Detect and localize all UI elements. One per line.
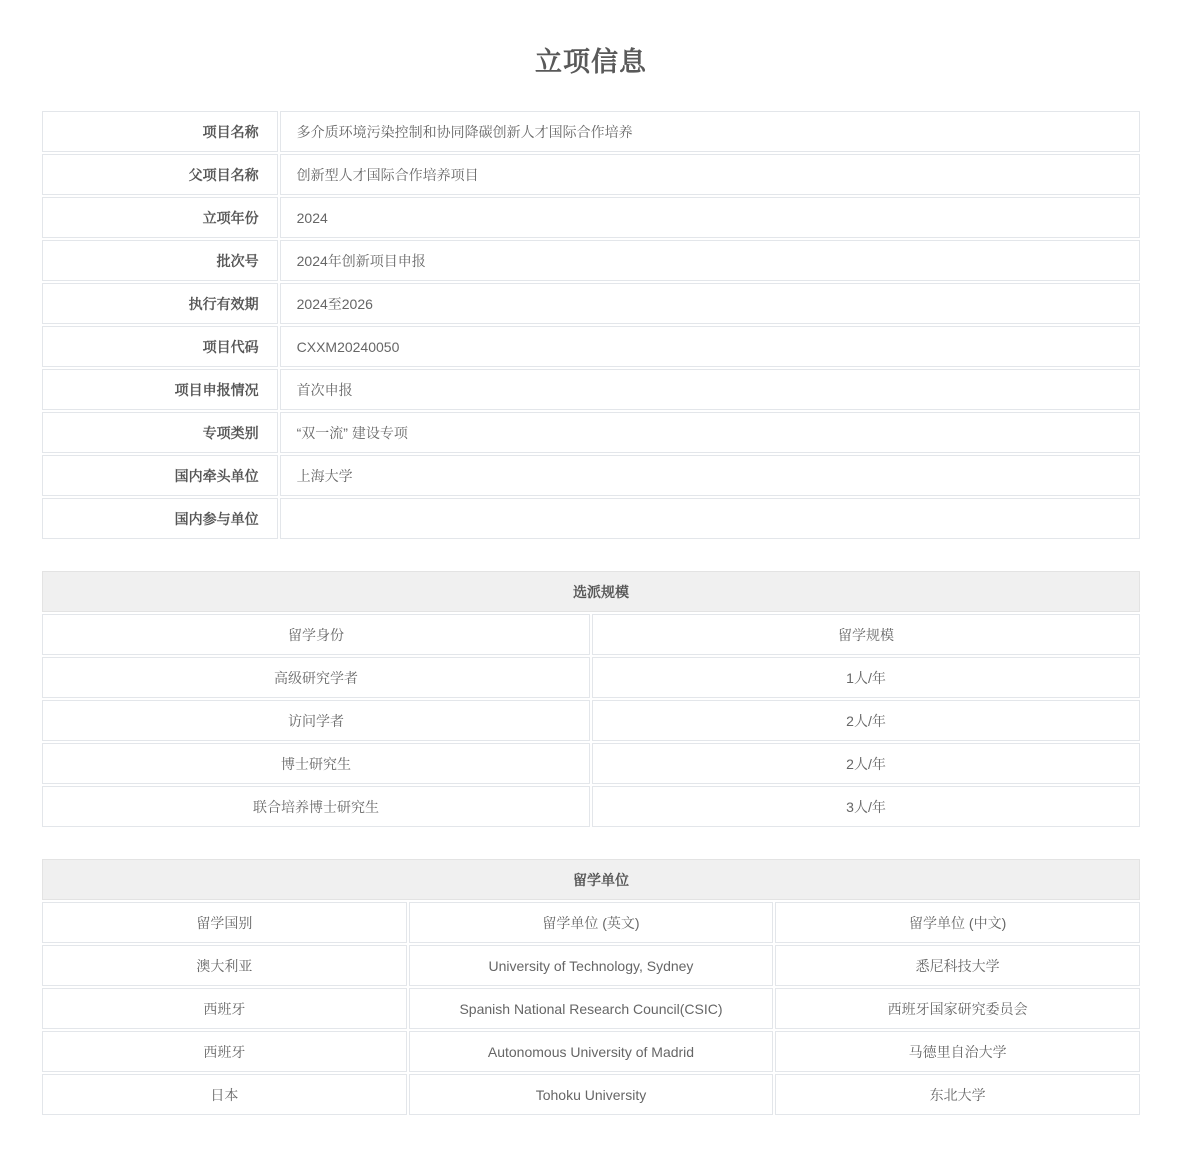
info-label: 项目代码 (42, 326, 278, 367)
table-row (42, 1074, 1140, 1115)
unit-name-en: Autonomous University of Madrid (409, 1031, 774, 1072)
scale-quota: 2人/年 (592, 700, 1140, 741)
scale-identity: 博士研究生 (42, 743, 590, 784)
unit-name-zh: 马德里自治大学 (775, 1031, 1140, 1072)
column-header: 留学国别 (42, 902, 407, 943)
table-row (42, 283, 1140, 324)
info-value: “双一流” 建设专项 (280, 412, 1140, 453)
study-units-section (40, 857, 1142, 1117)
table-row (42, 455, 1140, 496)
selection-scale-table (40, 569, 1142, 829)
project-info-table (40, 109, 1142, 541)
info-label: 国内牵头单位 (42, 455, 278, 496)
table-row (42, 111, 1140, 152)
info-value: 2024 (280, 197, 1140, 238)
section-header-row (42, 571, 1140, 612)
unit-name-zh: 东北大学 (775, 1074, 1140, 1115)
column-header: 留学规模 (592, 614, 1140, 655)
scale-identity: 联合培养博士研究生 (42, 786, 590, 827)
scale-quota: 2人/年 (592, 743, 1140, 784)
info-value (280, 498, 1140, 539)
unit-name-zh: 西班牙国家研究委员会 (775, 988, 1140, 1029)
table-row (42, 700, 1140, 741)
table-row (42, 945, 1140, 986)
table-row (42, 988, 1140, 1029)
page-title: 立项信息 (535, 47, 647, 77)
table-row (42, 240, 1140, 281)
study-units-table (40, 857, 1142, 1117)
table-header-row (42, 614, 1140, 655)
table-row (42, 197, 1140, 238)
info-label: 父项目名称 (42, 154, 278, 195)
info-label: 国内参与单位 (42, 498, 278, 539)
unit-name-en: Spanish National Research Council(CSIC) (409, 988, 774, 1029)
column-header: 留学单位 (中文) (775, 902, 1140, 943)
table-row (42, 154, 1140, 195)
table-header-row (42, 902, 1140, 943)
unit-country: 西班牙 (42, 988, 407, 1029)
info-value: 上海大学 (280, 455, 1140, 496)
scale-identity: 高级研究学者 (42, 657, 590, 698)
table-row (42, 369, 1140, 410)
info-label: 项目名称 (42, 111, 278, 152)
section-title: 留学单位 (42, 859, 1140, 900)
unit-name-en: Tohoku University (409, 1074, 774, 1115)
unit-country: 澳大利亚 (42, 945, 407, 986)
info-value: 首次申报 (280, 369, 1140, 410)
info-value: 2024至2026 (280, 283, 1140, 324)
info-value: CXXM20240050 (280, 326, 1140, 367)
scale-quota: 1人/年 (592, 657, 1140, 698)
unit-name-zh: 悉尼科技大学 (775, 945, 1140, 986)
section-title: 选派规模 (42, 571, 1140, 612)
unit-country: 日本 (42, 1074, 407, 1115)
table-row (42, 657, 1140, 698)
info-label: 专项类别 (42, 412, 278, 453)
scale-quota: 3人/年 (592, 786, 1140, 827)
table-row (42, 412, 1140, 453)
section-header-row (42, 859, 1140, 900)
info-label: 执行有效期 (42, 283, 278, 324)
column-header: 留学身份 (42, 614, 590, 655)
info-value: 多介质环境污染控制和协同降碳创新人才国际合作培养 (280, 111, 1140, 152)
table-row (42, 1031, 1140, 1072)
table-row (42, 326, 1140, 367)
info-value: 创新型人才国际合作培养项目 (280, 154, 1140, 195)
info-label: 立项年份 (42, 197, 278, 238)
column-header: 留学单位 (英文) (409, 902, 774, 943)
info-label: 批次号 (42, 240, 278, 281)
unit-country: 西班牙 (42, 1031, 407, 1072)
table-row (42, 743, 1140, 784)
info-value: 2024年创新项目申报 (280, 240, 1140, 281)
scale-identity: 访问学者 (42, 700, 590, 741)
unit-name-en: University of Technology, Sydney (409, 945, 774, 986)
table-row (42, 498, 1140, 539)
info-label: 项目申报情况 (42, 369, 278, 410)
table-row (42, 786, 1140, 827)
selection-scale-section (40, 569, 1142, 829)
